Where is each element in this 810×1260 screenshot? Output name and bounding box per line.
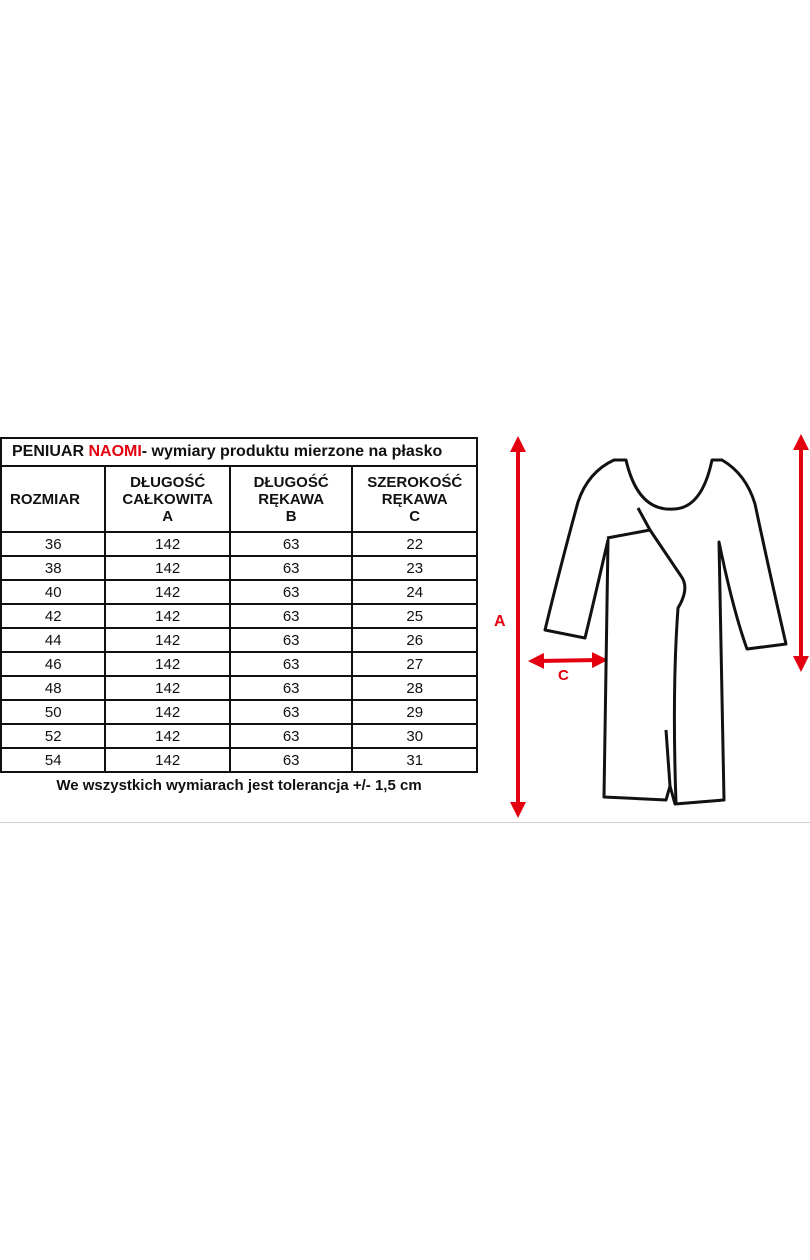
table-row bbox=[1, 628, 477, 652]
robe-outline bbox=[545, 460, 786, 804]
header-sleeve-length bbox=[230, 466, 353, 532]
garment-diagram bbox=[478, 430, 810, 825]
cell-total-length: 142 bbox=[105, 700, 230, 724]
tolerance-note: We wszystkich wymiarach jest tolerancja +/- 1,5 cm bbox=[1, 772, 477, 797]
header-size bbox=[1, 466, 105, 532]
cell-total-length: 142 bbox=[105, 724, 230, 748]
cell-sleeve-length: 63 bbox=[230, 580, 353, 604]
header-line: B bbox=[285, 507, 297, 525]
cell-sleeve-length: 63 bbox=[230, 676, 353, 700]
cell-sleeve-length: 63 bbox=[230, 604, 353, 628]
table-row bbox=[1, 724, 477, 748]
table-row bbox=[1, 556, 477, 580]
cell-sleeve-length: 63 bbox=[230, 652, 353, 676]
cell-sleeve-width: 31 bbox=[352, 748, 477, 772]
cell-sleeve-width: 27 bbox=[352, 652, 477, 676]
table-row bbox=[1, 532, 477, 556]
table-row bbox=[1, 676, 477, 700]
table-row bbox=[1, 700, 477, 724]
header-line: DŁUGOŚĆ bbox=[253, 473, 329, 491]
cell-sleeve-width: 24 bbox=[352, 580, 477, 604]
cell-sleeve-width: 23 bbox=[352, 556, 477, 580]
header-line: DŁUGOŚĆ bbox=[130, 473, 206, 491]
cell-size: 36 bbox=[1, 532, 105, 556]
cell-sleeve-width: 29 bbox=[352, 700, 477, 724]
table-row bbox=[1, 580, 477, 604]
header-line: CAŁKOWITA bbox=[122, 490, 213, 508]
header-total-length bbox=[105, 466, 230, 532]
table-row bbox=[1, 604, 477, 628]
header-line: RĘKAWA bbox=[258, 490, 325, 508]
table-row bbox=[1, 652, 477, 676]
header-sleeve-width bbox=[352, 466, 477, 532]
cell-size: 52 bbox=[1, 724, 105, 748]
title-prefix: PENIUAR bbox=[12, 443, 89, 460]
title-suffix: - wymiary produktu mierzone na płasko bbox=[141, 443, 443, 460]
header-line: C bbox=[409, 507, 421, 525]
product-name: NAOMI bbox=[88, 443, 142, 460]
cell-total-length: 142 bbox=[105, 556, 230, 580]
cell-sleeve-width: 25 bbox=[352, 604, 477, 628]
cell-sleeve-length: 63 bbox=[230, 556, 353, 580]
cell-size: 42 bbox=[1, 604, 105, 628]
cell-sleeve-length: 63 bbox=[230, 532, 353, 556]
cell-total-length: 142 bbox=[105, 676, 230, 700]
cell-total-length: 142 bbox=[105, 652, 230, 676]
cell-total-length: 142 bbox=[105, 748, 230, 772]
header-size-label: ROZMIAR bbox=[10, 490, 80, 508]
measure-c-arrow bbox=[536, 660, 600, 661]
cell-sleeve-length: 63 bbox=[230, 700, 353, 724]
cell-total-length: 142 bbox=[105, 580, 230, 604]
cell-size: 38 bbox=[1, 556, 105, 580]
size-table bbox=[0, 437, 478, 797]
cell-total-length: 142 bbox=[105, 628, 230, 652]
table-row bbox=[1, 748, 477, 772]
header-line: RĘKAWA bbox=[381, 490, 448, 508]
cell-size: 46 bbox=[1, 652, 105, 676]
cell-total-length: 142 bbox=[105, 532, 230, 556]
cell-total-length: 142 bbox=[105, 604, 230, 628]
size-table-container bbox=[0, 437, 478, 797]
cell-sleeve-width: 22 bbox=[352, 532, 477, 556]
cell-size: 40 bbox=[1, 580, 105, 604]
table-title bbox=[1, 438, 477, 466]
cell-sleeve-width: 26 bbox=[352, 628, 477, 652]
cell-sleeve-length: 63 bbox=[230, 748, 353, 772]
cell-sleeve-length: 63 bbox=[230, 724, 353, 748]
cell-size: 50 bbox=[1, 700, 105, 724]
header-line: A bbox=[162, 507, 174, 525]
cell-size: 54 bbox=[1, 748, 105, 772]
label-c: C bbox=[558, 667, 569, 684]
cell-size: 44 bbox=[1, 628, 105, 652]
cell-sleeve-length: 63 bbox=[230, 628, 353, 652]
cell-sleeve-width: 28 bbox=[352, 676, 477, 700]
cell-sleeve-width: 30 bbox=[352, 724, 477, 748]
cell-size: 48 bbox=[1, 676, 105, 700]
label-a: A bbox=[494, 613, 506, 630]
header-line: SZEROKOŚĆ bbox=[367, 473, 463, 491]
